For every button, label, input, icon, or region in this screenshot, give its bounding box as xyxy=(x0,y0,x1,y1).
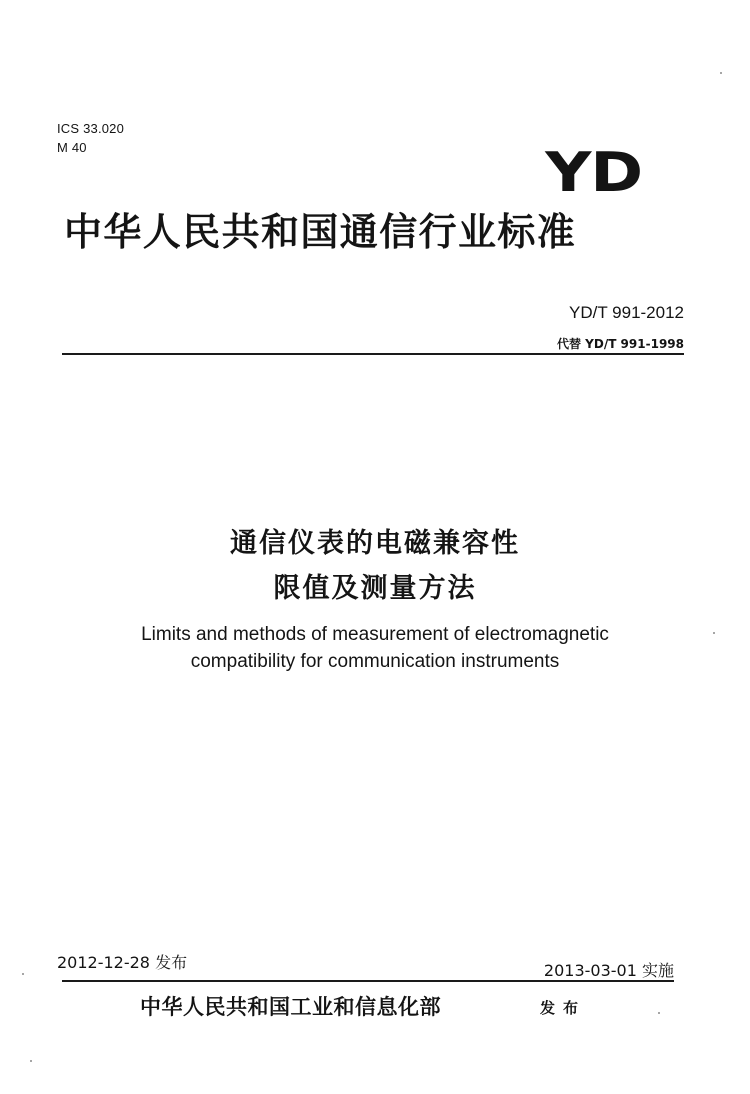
category-code: M 40 xyxy=(57,140,87,155)
english-title-line-1: Limits and methods of measurement of electromagnetic xyxy=(141,624,609,645)
industry-standard-title: 中华人民共和国通信行业标准 xyxy=(64,210,577,254)
scan-speck xyxy=(720,72,722,74)
ics-code: ICS 33.020 xyxy=(57,121,125,136)
standard-number: YD/T 991-2012 xyxy=(569,303,684,322)
scan-speck xyxy=(658,1012,660,1014)
publisher-name: 中华人民共和国工业和信息化部 xyxy=(140,994,441,1019)
replaces-standard: 代替 YD/T 991-1998 xyxy=(556,337,684,351)
english-title-line-2: compatibility for communication instruments xyxy=(190,651,560,672)
chinese-title-line-1: 通信仪表的电磁兼容性 xyxy=(230,528,520,559)
header-divider xyxy=(62,353,684,355)
scan-speck xyxy=(22,973,24,975)
yd-logo: YD xyxy=(545,141,642,204)
footer-divider xyxy=(62,980,674,982)
publish-label: 发布 xyxy=(540,999,587,1017)
issue-date: 2012-12-28 发布 xyxy=(57,953,188,972)
chinese-title-line-2: 限值及测量方法 xyxy=(273,573,477,604)
scan-speck xyxy=(30,1060,32,1062)
effective-date: 2013-03-01 实施 xyxy=(543,961,674,980)
scan-speck xyxy=(713,632,715,634)
